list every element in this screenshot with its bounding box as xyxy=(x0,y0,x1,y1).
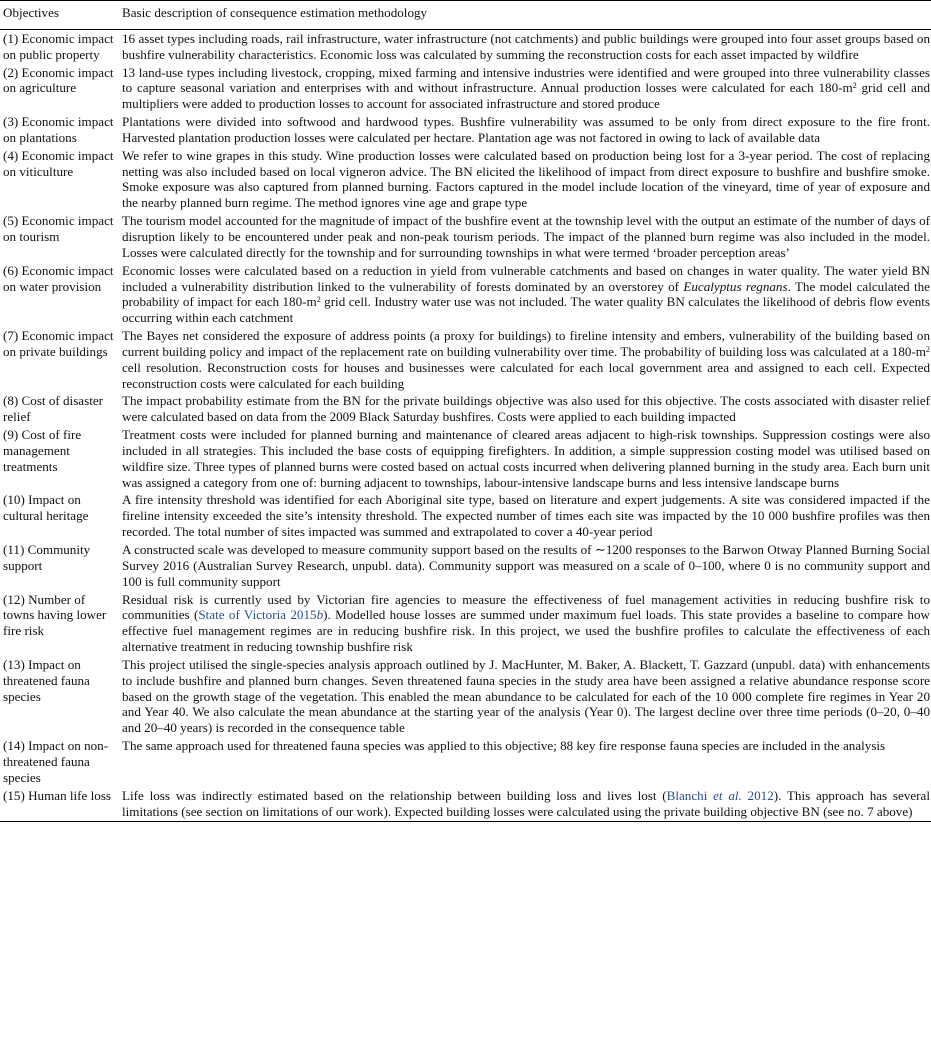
superscript: 2 xyxy=(852,81,857,91)
table-row xyxy=(0,212,931,262)
citation-year: 2012 xyxy=(741,787,774,803)
description-text: grid cell. Industry water use was not included. The water quality BN calculates the likelihood of debris flow events occurring within each catchment xyxy=(122,294,930,326)
superscript: 2 xyxy=(926,344,930,354)
table-row xyxy=(0,29,931,63)
description-cell: 16 asset types including roads, rail infrastructure, water infrastructure (not catchments) and public buildings were grouped into four asset groups based on bushfire vulnerability characteristics. Economic loss was calculated by summing the reconstruction costs for each asset impacted by wildfire xyxy=(122,30,930,62)
objective-cell: (7) Economic impact on private buildings xyxy=(3,328,114,359)
table-row xyxy=(0,113,931,147)
description-cell xyxy=(122,327,931,392)
table-row xyxy=(0,392,931,426)
description-cell: A fire intensity threshold was identified for each Aboriginal site type, based on literature and expert judgements. A site was considered impacted if the fireline intensity exceeded the site’s intensity threshold. The expected number of times each site was impacted by the 10 000 bushfire profiles was then recorded. The total number of sites impacted was summed and extrapolated to cover a 40-year period xyxy=(122,492,930,540)
objective-cell: (13) Impact on threatened fauna species xyxy=(3,656,90,704)
table-row xyxy=(0,64,931,114)
objective-cell: (15) Human life loss xyxy=(0,787,122,822)
description-text: Economic losses were calculated based on a reduction in yield from vulnerable catchments and based on changes in water quality. The water yield BN included a vulnerability distribution linked to the vulnerability of forests dominated by an overstorey of xyxy=(122,262,930,294)
objective-cell: (11) Community support xyxy=(3,542,91,573)
citation-text: State of Victoria 2015 xyxy=(198,607,317,623)
description-cell: Treatment costs were included for planned burning and maintenance of cleared areas adjacent to high-risk townships. Suppression costings were also included in all strategies. This included the base costs of equipping firefighters. In addition, a simple suppression costing model was utilised based on wildfire size. Three types of planned burns were costed based on actual costs incurred when delivering planned burning in the study area. Each burn unit was assigned a category from one of: burning adjacent to townships, labour-intensive landscape burns and less intensive landscape burns xyxy=(122,427,930,490)
objective-cell: (9) Cost of fire management treatments xyxy=(3,427,82,474)
objective-cell: (5) Economic impact on tourism xyxy=(3,213,114,244)
citation-etal: et al. xyxy=(713,787,742,803)
description-cell: Plantations were divided into softwood and hardwood types. Bushfire vulnerability was assumed to be only from direct exposure to the fire front. Harvested plantation production losses were calculated per hectare. Plantation age was not factored in owing to lack of available data xyxy=(122,114,930,145)
description-cell: A constructed scale was developed to measure community support based on the results of ∼1200 responses to the Barwon Otway Planned Burning Social Survey 2016 (Australian Survey Research, unpubl. data). Community support was measured on a scale of 0–100, where 0 is no community support and 100 is full community support xyxy=(122,542,930,589)
description-text: . The model calculated the probability of impact for each 180-m xyxy=(122,278,930,310)
header-objectives: Objectives xyxy=(0,1,122,30)
table-row xyxy=(0,656,931,737)
table-row xyxy=(0,591,931,656)
description-text: The Bayes net considered the exposure of address points (a proxy for buildings) to fireline intensity and embers, vulnerability of the building based on current building policy and impact of the replacement rate on building vulnerability over time. The probability of building loss was calculated at a 180-m xyxy=(122,328,930,359)
objective-cell: (14) Impact on non-threatened fauna species xyxy=(3,738,109,785)
description-text: 13 land-use types including livestock, cropping, mixed farming and intensive industries were identified and were grouped into three vulnerability classes to capture seasonal variation and enterprises with and without infrastructure. Annual production losses were calculated for each 180-m xyxy=(122,64,930,96)
table-row xyxy=(0,491,931,541)
table-row xyxy=(0,737,931,787)
objective-cell: (1) Economic impact on public property xyxy=(3,30,114,62)
description-text: Life loss was indirectly estimated based on the relationship between building loss and lives lost ( xyxy=(122,787,667,803)
citation-link[interactable] xyxy=(667,788,774,803)
description-cell: We refer to wine grapes in this study. Wine production losses were calculated based on production being lost for a 3-year period. The cost of replacing netting was also included based on local vigneron advice. The BN elicited the likelihood of impact from direct exposure to bushfire and bushfire smoke. Smoke exposure was also captured from planned burning. Factors captured in the model include location of the vineyard, time of year of exposure and the nearby planned burn regime. The method ignores vine age and grape type xyxy=(122,147,930,211)
header-description: Basic description of consequence estimation methodology xyxy=(122,1,931,30)
objective-cell: (2) Economic impact on agriculture xyxy=(3,64,114,96)
description-cell xyxy=(122,262,931,327)
description-cell: The same approach used for threatened fauna species was applied to this objective; 88 key fire response fauna species are included in the analysis xyxy=(122,738,886,754)
description-cell: This project utilised the single-species analysis approach outlined by J. MacHunter, M. Baker, A. Blackett, T. Gazzard (unpubl. data) with enhancements to include bushfire and planned burn changes. Seven threatened fauna species in the study area have been assigned a relative abundance response score based on the growth stage of the vegetation. This enabled the mean abundance to be calculated for each of the 10 000 complete fire regimes in Year 20 and Year 40. We also calculate the mean abundance at the starting year of the analysis (Year 0). The largest decline over three time periods (0–20, 0–40 and 20–40 years) is recorded in the consequence table xyxy=(122,656,930,736)
objective-cell: (12) Number of towns having lower fire risk xyxy=(3,591,107,639)
table-row xyxy=(0,147,931,212)
table-row xyxy=(0,262,931,327)
objective-cell: (3) Economic impact on plantations xyxy=(3,114,114,145)
species-name: Eucalyptus regnans xyxy=(683,278,788,294)
citation-suffix: b xyxy=(316,607,324,623)
citation-text: Blanchi xyxy=(666,787,708,803)
objective-cell: (10) Impact on cultural heritage xyxy=(3,492,89,524)
description-cell xyxy=(122,787,931,822)
table-row xyxy=(0,787,931,822)
table-header-row xyxy=(0,1,931,30)
description-cell: The impact probability estimate from the BN for the private buildings objective was also used for this objective. The costs associated with disaster relief were calculated based on data from the 2009 Black Saturday bushfires. Costs were applied to each building impacted xyxy=(122,393,930,425)
table-row xyxy=(0,541,931,591)
description-text: ). This approach has several limitations (see section on limitations of our work). Expected building losses were calculated using the private building objective BN (see no. 7 above) xyxy=(122,787,930,819)
description-text: ). Modelled house losses are summed under maximum fuel loads. This state provides a baseline to compare how effective fuel management regimes are in reducing bushfire risk. In this project, we used the bushfire profiles to calculate the effectiveness of each alternative treatment in reducing township bushfire risk xyxy=(122,607,930,655)
table-row xyxy=(0,426,931,491)
objective-cell: (6) Economic impact on water provision xyxy=(3,262,114,294)
superscript: 2 xyxy=(316,295,321,305)
description-text: grid cell and multipliers were added to production losses to account for associated infrastructure and stored produce xyxy=(122,80,930,112)
objective-cell: (4) Economic impact on viticulture xyxy=(3,147,114,179)
description-cell: The tourism model accounted for the magnitude of impact of the bushfire event at the township level with the output an estimate of the number of days of disruption likely to be encountered under peak and non-peak tourism periods. The impact of the planned burn regime was also included in the model. Losses were calculated directly for the township and for surrounding townships in what were termed ‘broader perception areas’ xyxy=(122,213,930,260)
description-text: Residual risk is currently used by Victorian fire agencies to measure the effectiveness of fuel management activities in reducing bushfire risk to communities ( xyxy=(122,591,930,623)
description-cell xyxy=(122,591,931,656)
objective-cell: (8) Cost of disaster relief xyxy=(3,393,104,425)
description-cell xyxy=(122,64,931,114)
citation-link[interactable] xyxy=(198,607,323,622)
description-text: cell resolution. Reconstruction costs for houses and businesses were calculated for each local government area and assigned to each cell. Expected reconstruction costs were calculated for each building xyxy=(122,359,930,391)
table-row xyxy=(0,327,931,392)
